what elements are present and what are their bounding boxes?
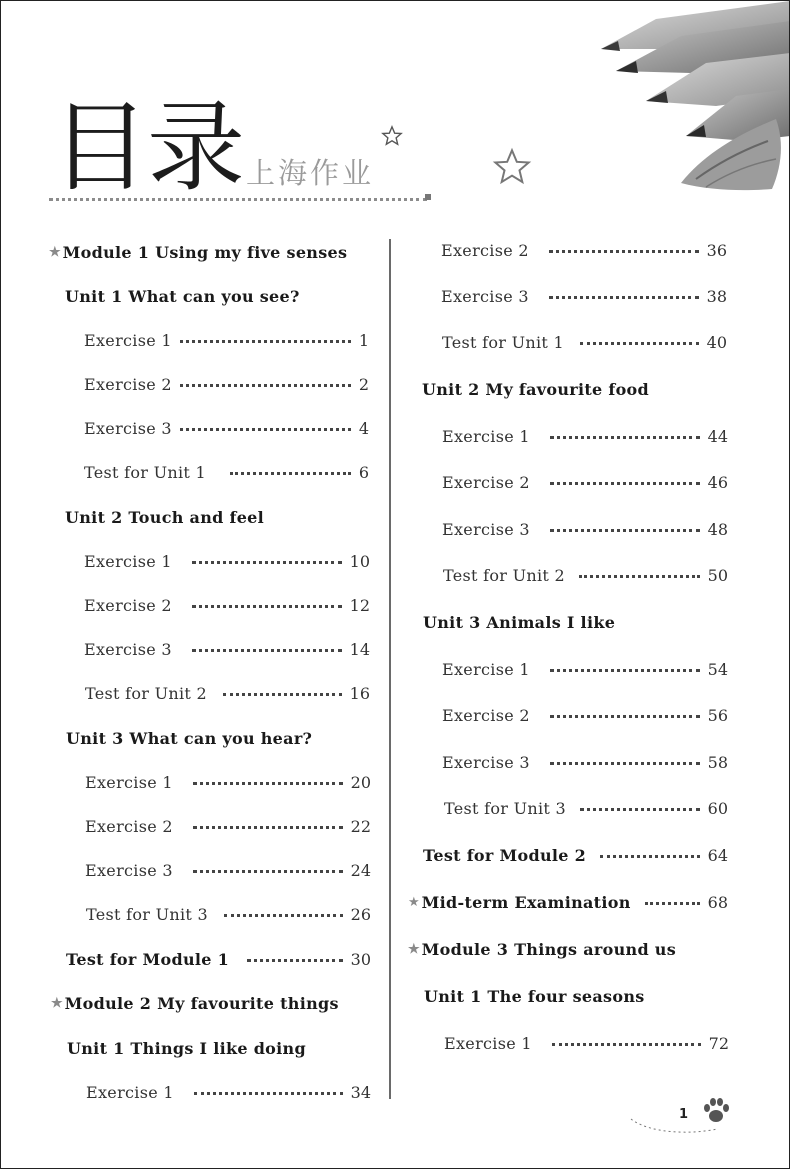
toc-test-module-2[interactable]: Test for Module 2 64 bbox=[423, 845, 728, 865]
toc-entry[interactable]: Exercise 2 56 bbox=[442, 705, 728, 725]
dot-leader bbox=[580, 808, 700, 811]
dot-leader bbox=[223, 693, 342, 696]
toc-entry[interactable]: Exercise 2 36 bbox=[441, 240, 727, 260]
dot-leader bbox=[645, 902, 700, 905]
toc-test-module-1[interactable]: Test for Module 1 30 bbox=[66, 949, 371, 969]
toc-module-3[interactable]: ★ Module 3 Things around us bbox=[408, 939, 677, 959]
toc-entry[interactable]: Test for Unit 2 50 bbox=[443, 565, 728, 585]
star-outline-icon bbox=[491, 147, 533, 187]
toc-entry[interactable]: Test for Unit 2 16 bbox=[85, 683, 370, 703]
toc-unit-heading[interactable]: Unit 3 What can you hear? bbox=[66, 728, 313, 748]
star-bullet-icon: ★ bbox=[408, 941, 420, 957]
dot-leader bbox=[194, 1092, 343, 1095]
pencils-illustration bbox=[596, 1, 790, 201]
toc-entry[interactable]: Exercise 3 14 bbox=[84, 639, 370, 659]
toc-entry[interactable]: Test for Unit 1 40 bbox=[442, 332, 727, 352]
toc-entry[interactable]: Exercise 3 38 bbox=[441, 286, 727, 306]
star-bullet-icon: ★ bbox=[49, 244, 61, 260]
dot-leader bbox=[247, 959, 343, 962]
toc-module-1[interactable]: ★ Module 1 Using my five senses bbox=[49, 242, 348, 262]
dot-leader bbox=[192, 649, 342, 652]
title-dotted-rule bbox=[49, 198, 427, 201]
star-bullet-icon: ★ bbox=[408, 894, 420, 910]
toc-unit-heading[interactable]: Unit 1 What can you see? bbox=[65, 286, 300, 306]
dot-leader bbox=[549, 296, 699, 299]
toc-entry[interactable]: Test for Unit 3 60 bbox=[444, 798, 728, 818]
dot-leader bbox=[579, 575, 700, 578]
dot-leader bbox=[180, 384, 351, 387]
dot-leader bbox=[224, 914, 343, 917]
toc-entry[interactable]: Exercise 1 20 bbox=[85, 772, 371, 792]
dot-leader bbox=[552, 1043, 701, 1046]
dot-leader bbox=[192, 561, 342, 564]
toc-entry[interactable]: Exercise 3 4 bbox=[84, 418, 369, 438]
toc-entry[interactable]: Exercise 1 44 bbox=[442, 426, 728, 446]
star-outline-icon bbox=[381, 125, 403, 147]
toc-entry[interactable]: Test for Unit 3 26 bbox=[86, 904, 371, 924]
toc-entry[interactable]: Exercise 3 24 bbox=[85, 860, 371, 880]
toc-unit-heading[interactable]: Unit 3 Animals I like bbox=[423, 612, 616, 632]
dot-leader bbox=[230, 472, 351, 475]
dot-leader bbox=[550, 715, 700, 718]
dot-leader bbox=[193, 870, 343, 873]
dot-leader bbox=[600, 855, 700, 858]
title-rule-end bbox=[425, 194, 431, 200]
dot-leader bbox=[550, 762, 700, 765]
dot-leader bbox=[193, 826, 343, 829]
dot-leader bbox=[180, 428, 351, 431]
column-divider bbox=[389, 239, 391, 1099]
dot-leader bbox=[580, 342, 699, 345]
toc-entry[interactable]: Exercise 1 72 bbox=[444, 1033, 729, 1053]
toc-unit-heading[interactable]: Unit 1 The four seasons bbox=[424, 986, 645, 1006]
toc-entry[interactable]: Exercise 1 1 bbox=[84, 330, 369, 350]
dot-leader bbox=[550, 669, 700, 672]
toc-entry[interactable]: Exercise 1 54 bbox=[442, 659, 728, 679]
toc-entry[interactable]: Exercise 2 12 bbox=[84, 595, 370, 615]
toc-entry[interactable]: Exercise 1 10 bbox=[84, 551, 370, 571]
toc-unit-heading[interactable]: Unit 2 Touch and feel bbox=[65, 507, 265, 527]
toc-entry[interactable]: Exercise 2 2 bbox=[84, 374, 369, 394]
toc-entry[interactable]: Test for Unit 1 6 bbox=[84, 462, 369, 482]
dot-leader bbox=[549, 250, 699, 253]
dot-leader bbox=[192, 605, 342, 608]
dot-leader bbox=[550, 436, 700, 439]
dot-leader bbox=[550, 529, 700, 532]
toc-entry[interactable]: Exercise 2 46 bbox=[442, 472, 728, 492]
toc-module-2[interactable]: ★ Module 2 My favourite things bbox=[51, 993, 339, 1013]
page-subtitle: 上海作业 bbox=[246, 156, 375, 190]
page-number: 1 bbox=[679, 1107, 689, 1122]
toc-entry[interactable]: Exercise 3 58 bbox=[442, 752, 728, 772]
dot-leader bbox=[180, 340, 351, 343]
dot-leader bbox=[550, 482, 700, 485]
toc-entry[interactable]: Exercise 2 22 bbox=[85, 816, 371, 836]
paw-icon bbox=[701, 1096, 731, 1126]
page-title: 目录 bbox=[51, 91, 244, 205]
star-bullet-icon: ★ bbox=[51, 995, 63, 1011]
toc-midterm-exam[interactable]: ★ Mid-term Examination 68 bbox=[408, 892, 728, 912]
toc-entry[interactable]: Exercise 3 48 bbox=[442, 519, 728, 539]
toc-entry[interactable]: Exercise 1 34 bbox=[86, 1082, 371, 1102]
toc-unit-heading[interactable]: Unit 1 Things I like doing bbox=[67, 1038, 306, 1058]
dot-leader bbox=[193, 782, 343, 785]
toc-unit-heading[interactable]: Unit 2 My favourite food bbox=[422, 379, 650, 399]
